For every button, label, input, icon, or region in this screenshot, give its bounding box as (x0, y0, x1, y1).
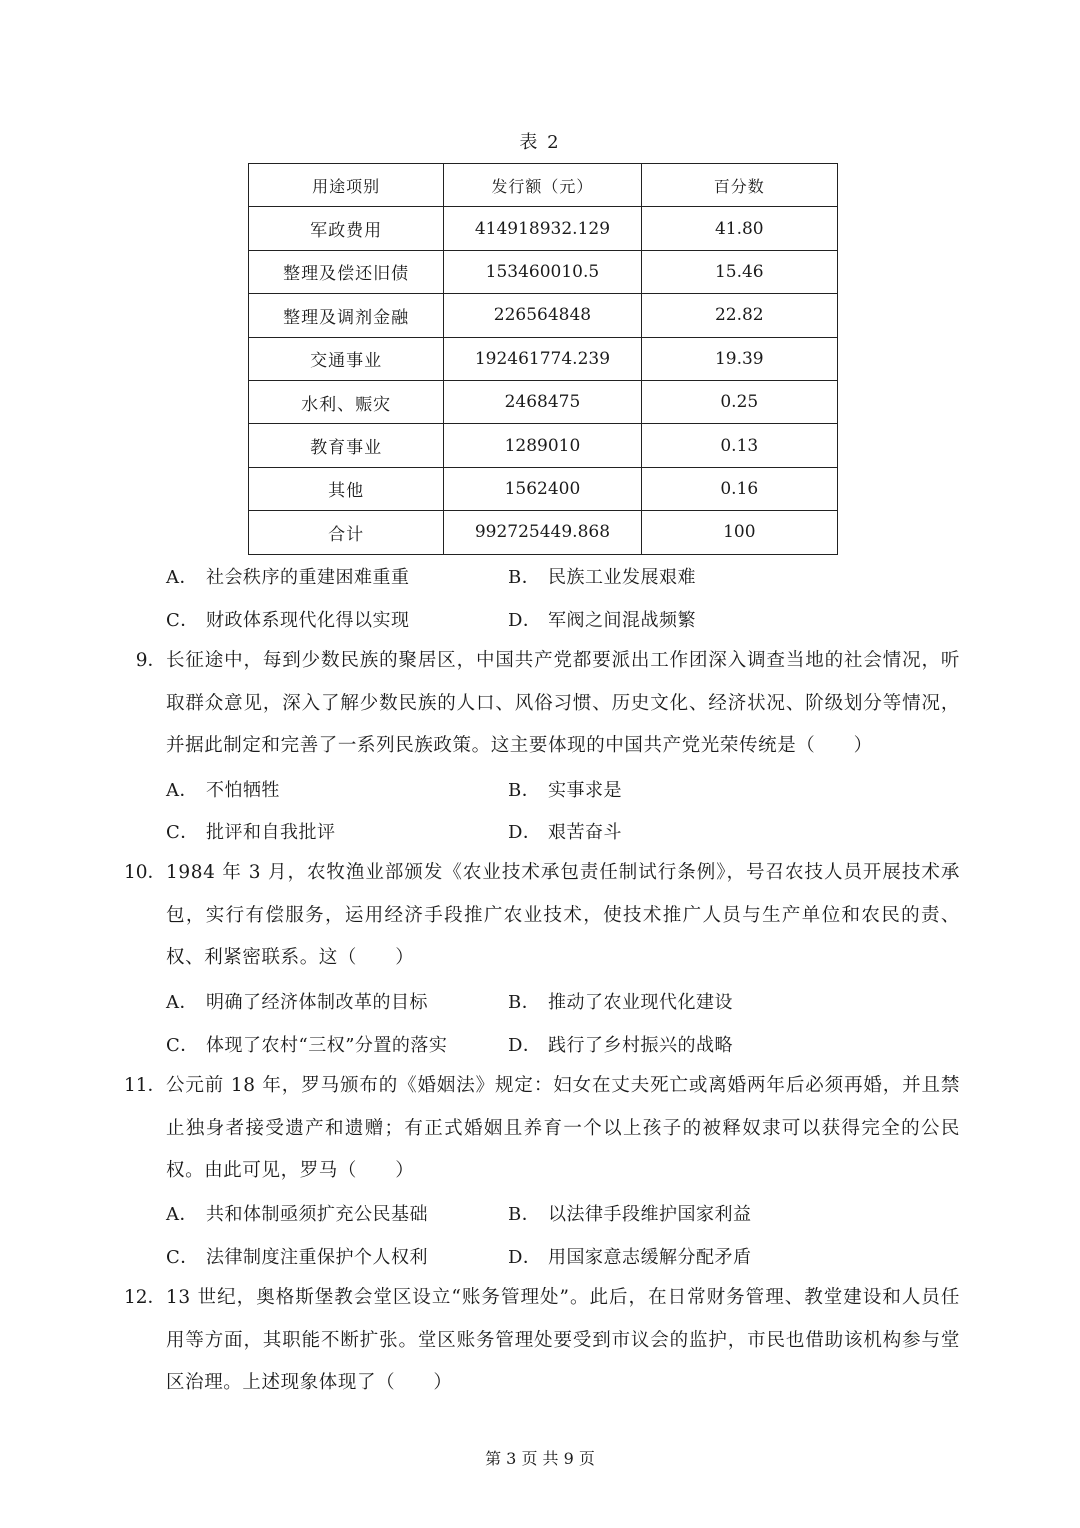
table-cell: 19.39 (641, 337, 837, 380)
option-text: 财政体系现代化得以实现 (206, 610, 410, 631)
table-cell: 军政费用 (249, 207, 444, 250)
q10-option-c[interactable] (166, 1031, 447, 1057)
option-letter: D． (508, 1247, 542, 1268)
table-cell: 1562400 (444, 467, 641, 510)
option-letter: B． (508, 780, 541, 801)
table-cell: 153460010.5 (444, 250, 641, 293)
q10-option-b[interactable] (508, 988, 733, 1014)
option-letter: C． (166, 610, 199, 631)
table-cell: 其他 (249, 467, 444, 510)
table-cell: 水利、赈灾 (249, 380, 444, 423)
option-text: 共和体制亟须扩充公民基础 (206, 1204, 428, 1225)
table-header-cell: 百分数 (641, 164, 837, 207)
q9-option-c[interactable] (166, 818, 336, 844)
table-header-cell: 发行额（元） (444, 164, 641, 207)
table-row (249, 380, 838, 423)
table-cell: 414918932.129 (444, 207, 641, 250)
option-letter: B． (508, 992, 541, 1013)
table-cell: 0.25 (641, 380, 837, 423)
table-title: 表 2 (519, 132, 561, 153)
question-number: 10． (123, 862, 166, 883)
table-cell: 2468475 (444, 380, 641, 423)
table-header-row (249, 164, 838, 207)
option-text: 批评和自我批评 (206, 822, 336, 843)
table-row (249, 337, 838, 380)
q11-option-b[interactable] (508, 1200, 752, 1226)
option-text: 社会秩序的重建困难重重 (206, 567, 410, 588)
q9-option-d[interactable] (508, 818, 622, 844)
option-text: 践行了乡村振兴的战略 (548, 1035, 733, 1056)
option-letter: D． (508, 1035, 542, 1056)
option-letter: B． (508, 567, 541, 588)
table-cell: 100 (641, 511, 837, 554)
option-text: 推动了农业现代化建设 (548, 992, 733, 1013)
q10-option-a[interactable] (166, 988, 428, 1014)
option-text: 体现了农村“三权”分置的落实 (206, 1035, 448, 1056)
option-letter: C． (166, 1247, 199, 1268)
q9-option-a[interactable] (166, 776, 280, 802)
question-number: 9． (135, 650, 166, 671)
table-cell: 整理及偿还旧债 (249, 250, 444, 293)
q9-stem: 长征途中，每到少数民族的聚居区，中国共产党都要派出工作团深入调查当地的社会情况，听取群众意见，深入了解少数民族的人口、风俗习惯、历史文化、经济状况、阶级划分等情况，并据此制定和完善了一系列民族政策。这主要体现的中国共产党光荣传统是（ ） (166, 650, 960, 756)
table-row-total (249, 511, 838, 554)
table-cell: 1289010 (444, 424, 641, 467)
question-number: 12． (123, 1287, 166, 1308)
option-text: 用国家意志缓解分配矛盾 (548, 1247, 752, 1268)
table-cell: 0.13 (641, 424, 837, 467)
q11-option-d[interactable] (508, 1243, 752, 1269)
table-cell: 22.82 (641, 294, 837, 337)
option-letter: C． (166, 1035, 199, 1056)
option-letter: A． (166, 567, 198, 588)
table-cell: 192461774.239 (444, 337, 641, 380)
table-cell: 整理及调剂金融 (249, 294, 444, 337)
option-letter: C． (166, 822, 199, 843)
q11-option-c[interactable] (166, 1243, 428, 1269)
table-cell: 41.80 (641, 207, 837, 250)
option-text: 民族工业发展艰难 (548, 567, 696, 588)
option-letter: B． (508, 1204, 541, 1225)
table-cell: 合计 (249, 511, 444, 554)
q11-stem: 公元前 18 年，罗马颁布的《婚姻法》规定：妇女在丈夫死亡或离婚两年后必须再婚，并且禁止独身者接受遗产和遗赠；有正式婚姻且养育一个以上孩子的被释奴隶可以获得完全的公民权。由此可见，罗马（ ） (166, 1075, 960, 1181)
table-row (249, 294, 838, 337)
option-letter: A． (166, 1204, 198, 1225)
table-row (249, 467, 838, 510)
option-letter: A． (166, 992, 198, 1013)
table-cell: 15.46 (641, 250, 837, 293)
page-footer: 第 3 页 共 9 页 (485, 1449, 595, 1468)
q10-stem: 1984 年 3 月，农牧渔业部颁发《农业技术承包责任制试行条例》，号召农技人员开展技术承包，实行有偿服务，运用经济手段推广农业技术，使技术推广人员与生产单位和农民的责、权、利紧密联系。这（ ） (166, 862, 960, 968)
option-text: 法律制度注重保护个人权利 (206, 1247, 428, 1268)
question-number: 11． (123, 1075, 166, 1096)
table-row (249, 207, 838, 250)
option-text: 艰苦奋斗 (548, 822, 622, 843)
table-cell: 226564848 (444, 294, 641, 337)
table-cell: 992725449.868 (444, 511, 641, 554)
table-cell: 教育事业 (249, 424, 444, 467)
option-text: 不怕牺牲 (206, 780, 280, 801)
q9-option-b[interactable] (508, 776, 622, 802)
option-text: 明确了经济体制改革的目标 (206, 992, 428, 1013)
table-cell: 交通事业 (249, 337, 444, 380)
option-letter: D． (508, 822, 542, 843)
option-text: 实事求是 (548, 780, 622, 801)
table-header-cell: 用途项别 (249, 164, 444, 207)
data-table (248, 163, 838, 555)
option-letter: D． (508, 610, 542, 631)
q8-option-c[interactable] (166, 606, 410, 632)
table-cell: 0.16 (641, 467, 837, 510)
q10-option-d[interactable] (508, 1031, 733, 1057)
q8-option-b[interactable] (508, 563, 696, 589)
option-letter: A． (166, 780, 198, 801)
option-text: 以法律手段维护国家利益 (548, 1204, 752, 1225)
q8-option-a[interactable] (166, 563, 410, 589)
option-text: 军阀之间混战频繁 (548, 610, 696, 631)
q11-option-a[interactable] (166, 1200, 428, 1226)
table-row (249, 424, 838, 467)
q8-option-d[interactable] (508, 606, 696, 632)
q12-stem: 13 世纪，奥格斯堡教会堂区设立“账务管理处”。此后，在日常财务管理、教堂建设和人员任用等方面，其职能不断扩张。堂区账务管理处要受到市议会的监护，市民也借助该机构参与堂区治理。上述现象体现了（ ） (166, 1287, 960, 1393)
table-row (249, 250, 838, 293)
